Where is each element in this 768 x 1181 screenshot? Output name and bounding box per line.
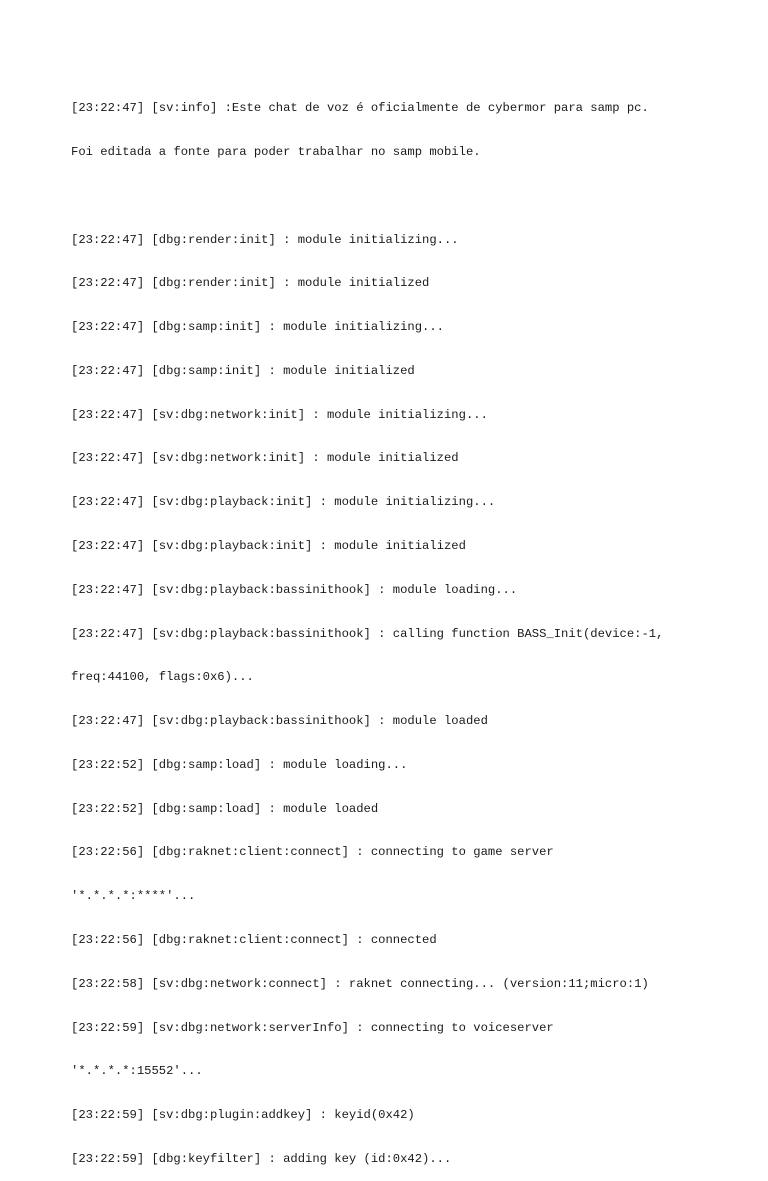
log-line: [23:22:47] [dbg:render:init] : module initializing... bbox=[71, 232, 459, 247]
intro-line: [23:22:47] [sv:info] :Este chat de voz é oficialmente de cybermor para samp pc. bbox=[71, 101, 649, 116]
log-line: freq:44100, flags:0x6)... bbox=[71, 670, 254, 685]
log-line: [23:22:47] [sv:dbg:playback:init] : module initialized bbox=[71, 539, 466, 553]
log-line: '*.*.*.*:15552'... bbox=[71, 1064, 203, 1079]
log-line: [23:22:47] [sv:dbg:playback:bassinithook] : module loading... bbox=[71, 582, 518, 597]
log-line: '*.*.*.*:****'... bbox=[71, 889, 196, 904]
log-line: [23:22:52] [dbg:samp:load] : module loading... bbox=[71, 757, 408, 772]
log-line: [23:22:59] [sv:dbg:plugin:addkey] : keyid(0x42) bbox=[71, 1108, 415, 1123]
log-line: [23:22:47] [dbg:samp:init] : module initializing... bbox=[71, 320, 444, 335]
log-line: [23:22:58] [sv:dbg:network:connect] : raknet connecting... (version:11;micro:1) bbox=[71, 976, 649, 991]
log-line: [23:22:52] [dbg:samp:load] : module loaded bbox=[71, 801, 379, 816]
log-line: [23:22:59] [dbg:keyfilter] : adding key (id:0x42)... bbox=[71, 1151, 452, 1166]
log-line: [23:22:47] [sv:dbg:network:init] : module initializing... bbox=[71, 407, 488, 422]
log-line: [23:22:59] [sv:dbg:network:serverInfo] : connecting to voiceserver bbox=[71, 1020, 554, 1035]
log-line: [23:22:56] [dbg:raknet:client:connect] : connected bbox=[71, 933, 437, 948]
log-document bbox=[71, 72, 731, 1181]
log-line: [23:22:47] [sv:dbg:playback:init] : module initializing... bbox=[71, 495, 496, 510]
log-line: [23:22:47] [dbg:render:init] : module initialized bbox=[71, 276, 430, 291]
log-line: [23:22:47] [sv:dbg:network:init] : module initialized bbox=[71, 451, 459, 466]
log-line: [23:22:47] [sv:dbg:playback:bassinithook] : calling function BASS_Init(device:-1, bbox=[71, 626, 664, 641]
log-line: [23:22:47] [sv:dbg:playback:bassinithook] : module loaded bbox=[71, 714, 488, 729]
log-line: [23:22:47] [dbg:samp:init] : module initialized bbox=[71, 363, 415, 378]
log-line: [23:22:56] [dbg:raknet:client:connect] : connecting to game server bbox=[71, 845, 554, 860]
intro-line: Foi editada a fonte para poder trabalhar no samp mobile. bbox=[71, 144, 481, 159]
paragraph-gap bbox=[71, 189, 731, 204]
